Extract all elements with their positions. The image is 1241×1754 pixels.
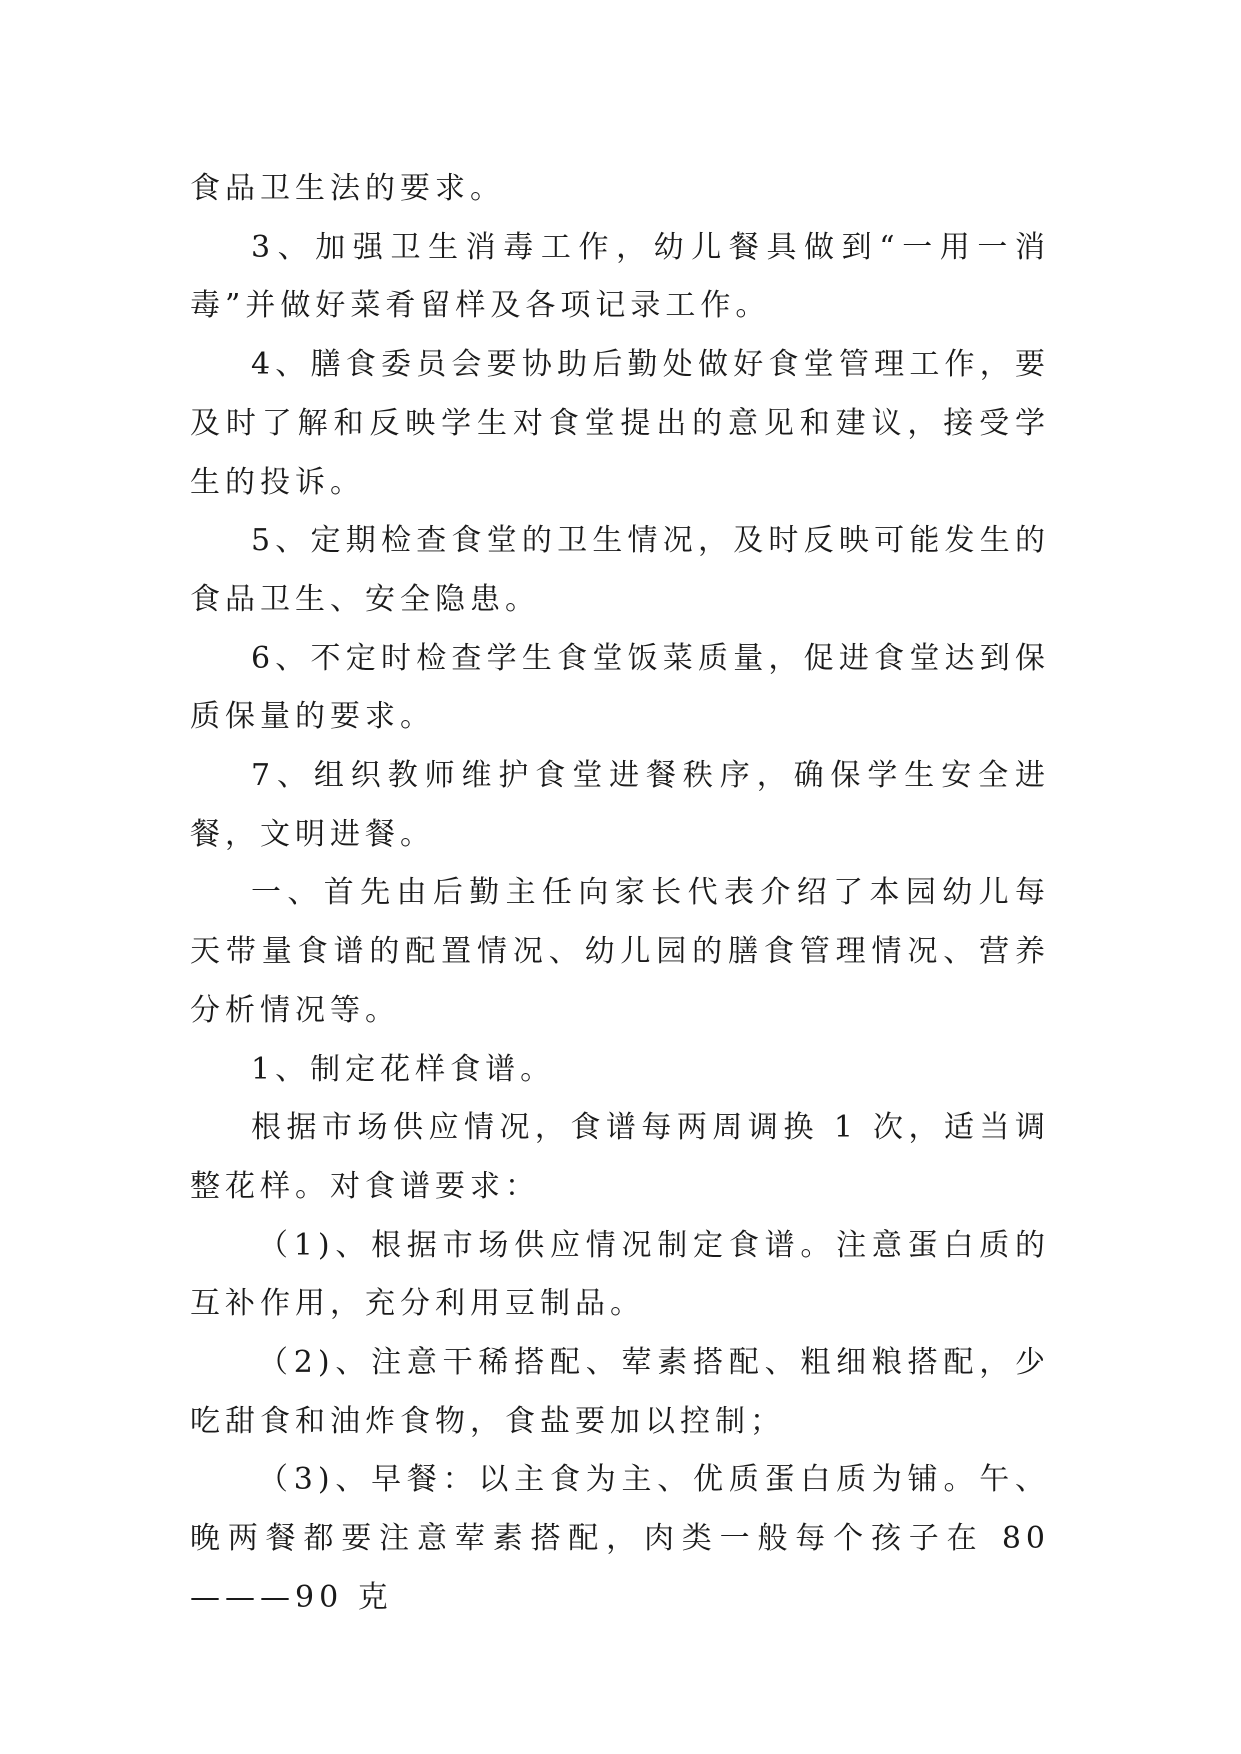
paragraph: 5、定期检查食堂的卫生情况，及时反映可能发生的食品卫生、安全隐患。: [190, 523, 1050, 617]
document-body: [190, 160, 1050, 1628]
paragraph: 6、不定时检查学生食堂饭菜质量，促进食堂达到保质保量的要求。: [190, 640, 1050, 735]
paragraph: 7、组织教师维护食堂进餐秩序，确保学生安全进餐，文明进餐。: [190, 758, 1050, 852]
paragraph: （3)、早餐：以主食为主、优质蛋白质为铺。午、晚两餐都要注意荤素搭配，肉类一般每个孩子在 80———90 克: [190, 1462, 1050, 1615]
paragraph: 4、膳食委员会要协助后勤处做好食堂管理工作，要及时了解和反映学生对食堂提出的意见和建议，接受学生的投诉。: [190, 347, 1050, 500]
paragraph: 根据市场供应情况，食谱每两周调换 1 次，适当调整花样。对食谱要求：: [190, 1110, 1050, 1204]
paragraph: 一、首先由后勤主任向家长代表介绍了本园幼儿每天带量食谱的配置情况、幼儿园的膳食管理情况、营养分析情况等。: [190, 875, 1050, 1028]
paragraph: 食品卫生法的要求。: [190, 171, 505, 206]
paragraph: 1、制定花样食谱。: [251, 1051, 556, 1087]
paragraph: （2)、注意干稀搭配、荤素搭配、粗细粮搭配，少吃甜食和油炸食物，食盐要加以控制；: [190, 1345, 1050, 1439]
paragraph: （1)、根据市场供应情况制定食谱。注意蛋白质的互补作用，充分利用豆制品。: [190, 1227, 1050, 1322]
paragraph: 3、加强卫生消毒工作，幼儿餐具做到“一用一消毒”并做好菜肴留样及各项记录工作。: [190, 229, 1050, 324]
